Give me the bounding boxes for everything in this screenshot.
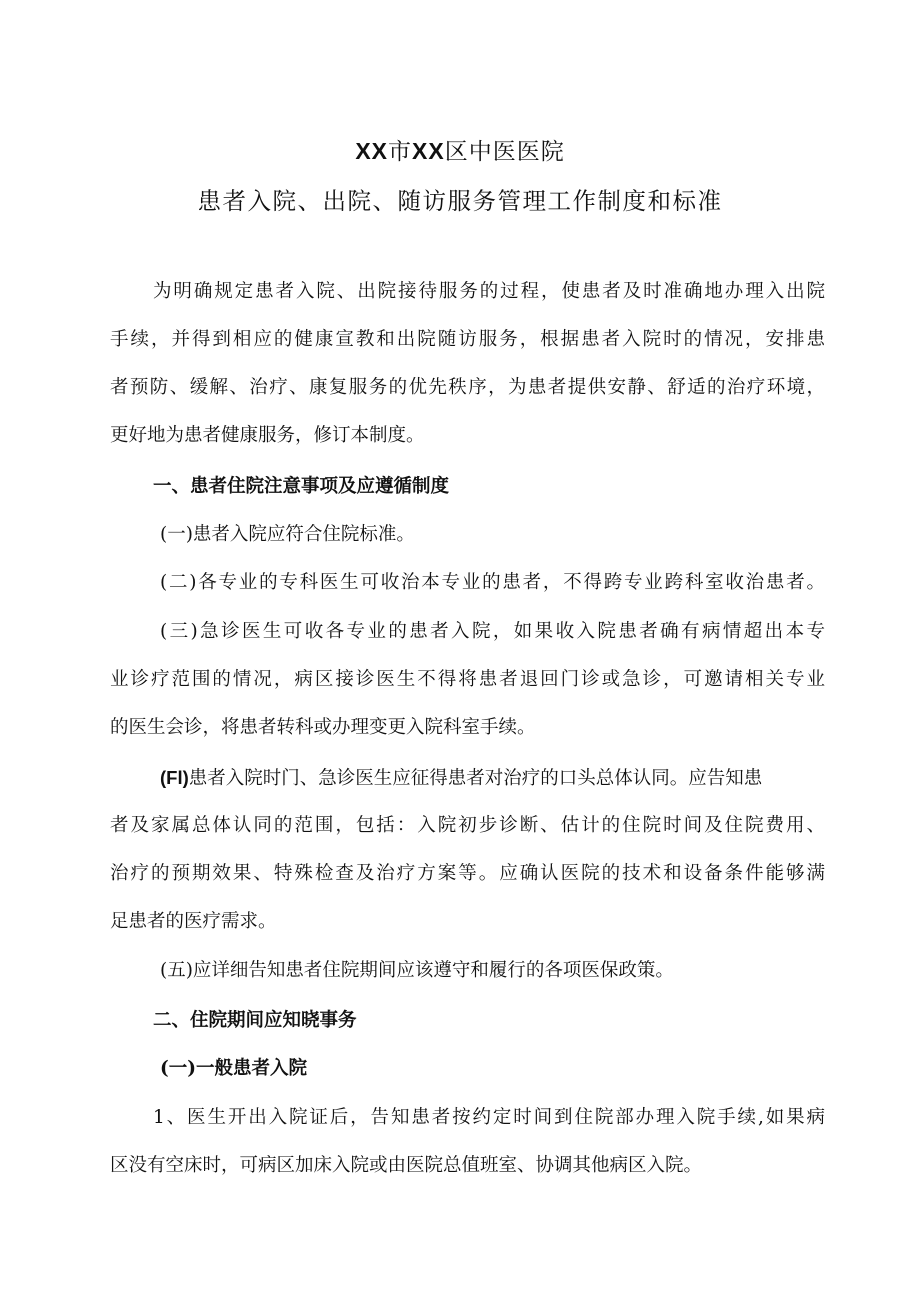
intro-line-3: 者预防、缓解、治疗、康复服务的优先秩序，为患者提供安静、舒适的治疗环境，: [110, 377, 825, 398]
section2-subheading1: (一)一般患者入院: [160, 1058, 308, 1079]
section1-item2: (二)各专业的专科医生可收治本专业的患者，不得跨专业跨科室收治患者。: [160, 572, 825, 593]
section1-item5: (五)应详细告知患者住院期间应该遵守和履行的各项医保政策。: [160, 960, 674, 981]
section1-item3-line2: 业诊疗范围的情况，病区接诊医生不得将患者退回门诊或急诊，可邀请相关专业: [110, 669, 825, 690]
section1-item3-line1: (三)急诊医生可收各专业的患者入院，如果收入院患者确有病情超出本专: [160, 621, 825, 642]
section1-item1: (一)患者入院应符合住院标准。: [160, 524, 415, 545]
document-title-line1: [0, 133, 920, 166]
section1-heading: 一、患者住院注意事项及应遵循制度: [153, 476, 450, 497]
section1-item4-line1: [160, 765, 825, 792]
intro-line-2: 手续，并得到相应的健康宣教和出院随访服务，根据患者入院时的情况，安排患: [110, 329, 825, 350]
title-district-code: XX: [412, 138, 445, 164]
title-city-code: XX: [355, 138, 388, 164]
intro-line-1: 为明确规定患者入院、出院接待服务的过程，使患者及时准确地办理入出院: [153, 281, 825, 302]
section1-item4-line2: 者及家属总体认同的范围，包括：入院初步诊断、估计的住院时间及住院费用、: [110, 815, 825, 836]
section2-heading: 二、住院期间应知晓事务: [153, 1010, 357, 1031]
section1-item3-line3: 的医生会诊，将患者转科或办理变更入院科室手续。: [110, 717, 536, 738]
section2-point1-line1: 1、医生开出入院证后，告知患者按约定时间到住院部办理入院手续,如果病: [153, 1107, 825, 1128]
section1-item4-line3: 治疗的预期效果、特殊检查及治疗方案等。应确认医院的技术和设备条件能够满: [110, 863, 825, 884]
section2-point1-line2: 区没有空床时，可病区加床入院或由医院总值班室、协调其他病区入院。: [110, 1155, 703, 1176]
intro-line-4: 更好地为患者健康服务，修订本制度。: [110, 425, 425, 446]
section1-item4-line4: 足患者的医疗需求。: [110, 911, 277, 932]
title-city-label: 市: [388, 139, 412, 165]
title-hospital-name: 区中医医院: [444, 139, 565, 165]
section1-item4-text: 患者入院时门、急诊医生应征得患者对治疗的口头总体认同。应告知患: [188, 768, 763, 789]
document-title-line2: 患者入院、出院、随访服务管理工作制度和标准: [197, 187, 723, 215]
section1-item4-prefix: (Fl): [160, 767, 189, 788]
